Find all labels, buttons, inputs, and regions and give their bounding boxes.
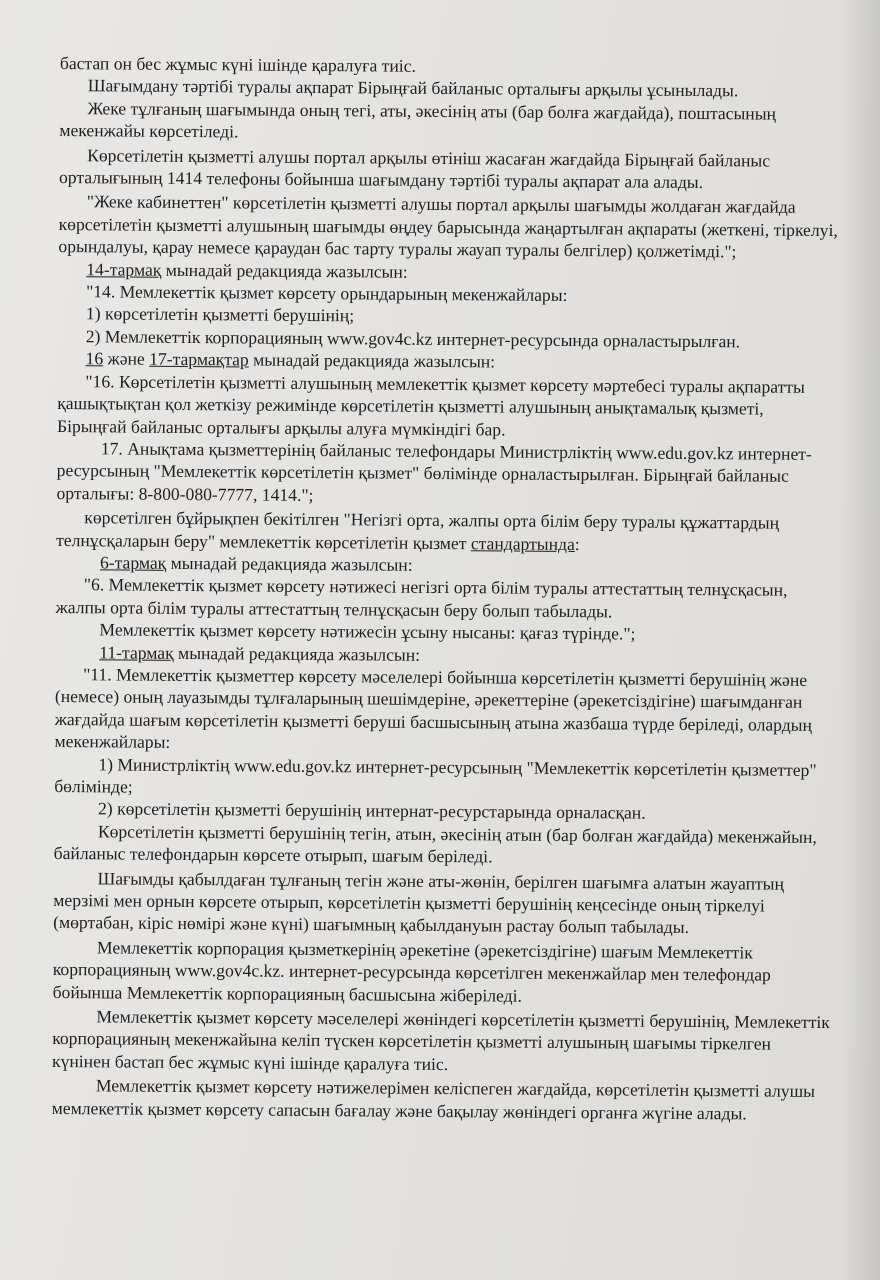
clause-11-link[interactable]: 11-тармақ — [99, 641, 174, 663]
paragraph-continuation: бастап он бес жұмыс күні ішінде қаралуға тиіс. — [59, 52, 417, 76]
clause-16-link[interactable]: 16 — [85, 348, 104, 369]
approved-standard-tail: : — [574, 533, 580, 554]
clause-6-text: "6. Мемлекеттік қызмет көрсету нәтижесі негізгі орта білім туралы аттестаттың телнұсқасын, жалпы орта білім туралы аттестаттың телнұсқасын беру болып табылады. — [55, 574, 788, 622]
clause-17-link[interactable]: 17-тармақтар — [149, 348, 249, 370]
paragraph-individual-complaint: Жеке тұлғаның шағымында оның тегі, аты, әкесінің аты (бар болға жағдайда), поштасының мекенжайы көрсетіледі. — [59, 98, 777, 142]
document-body — [52, 52, 840, 1125]
clause-11-confirmation: Шағымды қабылдаған тұлғаның тегін және аты-жөнін, берілген шағымға алатын жауаптың мерзімі мен орнын көрсете отырып, көрсетілетін қызметті берушінің кеңсесінде оның тіркелуі (мөртабан, кіріс нөмірі және күні) шағымның қабылдануын растау болып табылады. — [53, 867, 785, 938]
standard-link[interactable]: стандартында — [470, 532, 575, 554]
clause-14-item-2: 2) Мемлекеттік корпорацияның www.gov4c.kz интернет-ресурсында орналастырылған. — [85, 326, 741, 352]
clause-11-corporation-complaint: Мемлекеттік корпорация қызметкерінің әрекетіне (әрекетсіздігіне) шағым Мемлекеттік корпорацияның www.gov4c.kz. интернет-ресурсында көрсетілген мекенжайлар мен телефондар бойынша Мемлекеттік корпорацияның басшысына жіберіледі. — [52, 937, 771, 1006]
clause-11-item-2: 2) көрсетілетін қызметті берушінің интернат-ресурстарында орналасқан. — [97, 798, 646, 824]
approved-standard-text: көрсетілген бұйрықпен бекітілген "Негізгі орта, жалпы орта білім беру туралы құжаттардың телнұсқаларын беру" мемлекеттік көрсетілетін қызмет — [56, 507, 780, 553]
clause-16-text: "16. Көрсетілетін қызметті алушының мемлекеттік қызмет көрсету мәртебесі туралы ақпаратты қашықтықтан қол жеткізу режимінде көрсетілетін қызметті алушының анықтамалық қызметі, Бірыңғай байланыс орталығы арқылы алуға мүмкіндігі бар. — [56, 370, 805, 440]
clause-11-review-period: Мемлекеттік қызмет көрсету мәселелері жөніндегі көрсетілетін қызметті берушінің, Мемлекеттік корпорацияның мекенжайына келіп түскен көрсетілетін қызметті алушының шағымы тіркелген күнінен бастап бес жұмыс күні ішінде қаралуға тиіс. — [51, 1006, 830, 1074]
clause-11-appeal: Мемлекеттік қызмет көрсету нәтижелерімен келіспеген жағдайда, көрсетілетін қызметті алушы мемлекеттік қызмет көрсету сапасын бағалау және бақылау жөніндегі органға жүгіне алады. — [51, 1075, 816, 1124]
approved-standard — [56, 506, 836, 557]
page-edge-shadow — [840, 0, 880, 1280]
clause-11-item-1: 1) Министрліктің www.edu.gov.kz интернет-ресурсының "Мемлекеттік көрсетілетін қызметтер" бөлімінде; — [54, 753, 817, 797]
clause-17-text: 17. Анықтама қызметтерінің байланыс телефондары Министрліктің www.edu.gov.kz интернет-ресурсының "Мемлекеттік көрсетілетін қызмет" бөлімінде орналастырылған. Бірыңғай байланыс орталығы: 8-800-080-7777, 1414."; — [56, 438, 812, 505]
amendment-6-text: мынадай редакцияда жазылсын: — [166, 552, 413, 575]
clause-14-lead: "14. Мемлекеттік қызмет көрсету орындарының мекенжайлары: — [86, 281, 568, 306]
clause-14-item-1: 1) көрсетілетін қызметті берушінің; — [85, 303, 355, 326]
paragraph-complaint-info: Шағымдану тәртібі туралы ақпарат Бірыңғай байланыс орталығы арқылы ұсынылады. — [87, 75, 739, 101]
clause-6-link[interactable]: 6-тармақ — [99, 552, 167, 573]
clause-11-provider-details: Көрсетілетін қызметті берушінің тегін, атын, әкесінің атын (бар болған жағдайда) мекенжайын, байланыс телефондарын көрсете отырып, шағым беріледі. — [53, 821, 817, 867]
amendment-16-17-and: және — [103, 348, 150, 369]
clause-14-link[interactable]: 14-тармақ — [86, 258, 162, 280]
paragraph-personal-cabinet: "Жеке кабинеттен" көрсетілетін қызметті алушы портал арқылы шағымды жолдаған жағдайда көрсетілетін қызметті алушының шағымды өңдеу барысында жаңартылған ақпараты (жеткені, тіркелуі, орындалуы, қарау немесе қараудан бас тарту туралы жауап туралы белгілер) қолжетімді."; — [58, 191, 838, 262]
paragraph-portal-phone: Көрсетілетін қызметті алушы портал арқылы өтініш жасаған жағдайда Бірыңғай байланыс орталығының 1414 телефоны бойынша шағымдану тәртібі туралы ақпарат ала алады. — [58, 144, 771, 193]
amendment-14-text: мынадай редакцияда жазылсын: — [161, 259, 408, 282]
amendment-16-17-text: мынадай редакцияда жазылсын: — [248, 349, 496, 372]
clause-6-form: Мемлекеттік қызмет көрсету нәтижесін ұсыну нысаны: қағаз түрінде."; — [99, 619, 636, 644]
clause-11-text: "11. Мемлекеттік қызметтер көрсету мәселелері бойынша көрсетілетін қызметті берушінің және (немесе) оның лауазымды тұлғаларының шешімдеріне, әрекеттеріне (әрекетсіздігіне) шағымданған жағдайда шағым көрсетілетін қызметті беруші басшысының атына жазбаша түрде беріледі, олардың мекенжайлары: — [54, 664, 813, 753]
amendment-11-text: мынадай редакцияда жазылсын: — [173, 642, 421, 665]
